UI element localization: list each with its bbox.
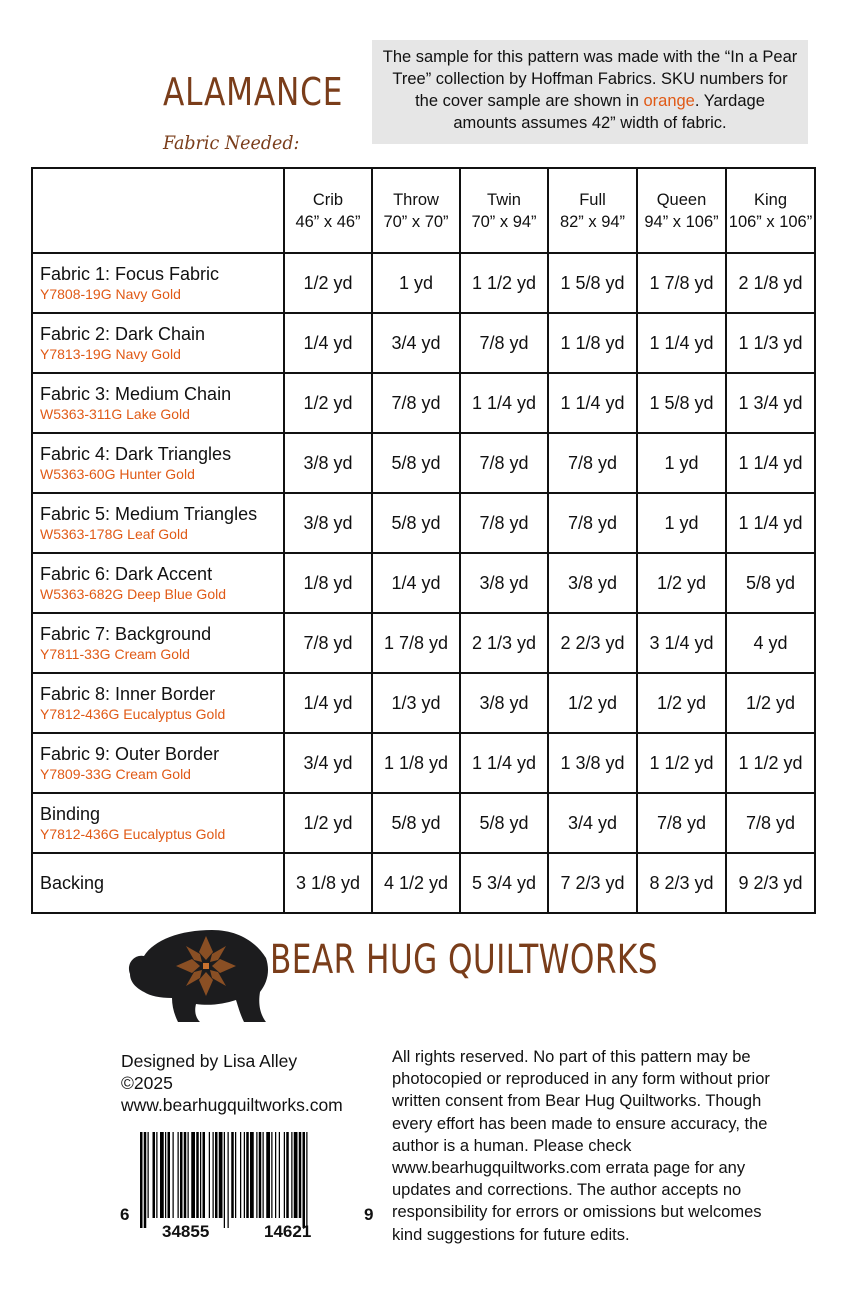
yardage-cell: 1/2 yd: [637, 673, 726, 733]
yardage-cell: 1/3 yd: [372, 673, 460, 733]
fabric-sku: Y7812-436G Eucalyptus Gold: [40, 706, 226, 722]
yardage-cell: 8 2/3 yd: [637, 853, 726, 913]
yardage-cell: 2 1/8 yd: [726, 253, 815, 313]
barcode-bar: [263, 1132, 264, 1218]
sample-notice: [372, 40, 808, 144]
fabric-sku: W5363-178G Leaf Gold: [40, 526, 188, 542]
table-row: [32, 553, 815, 613]
barcode-bar: [191, 1132, 195, 1218]
barcode-bar: [244, 1132, 245, 1218]
yardage-cell: 1 1/4 yd: [460, 373, 548, 433]
fabric-label-cell: [32, 853, 284, 913]
yardage-cell: 1 3/8 yd: [548, 733, 637, 793]
table-row: [32, 433, 815, 493]
barcode-bar: [140, 1132, 143, 1228]
barcode-bar: [165, 1132, 166, 1218]
barcode-bar: [299, 1132, 302, 1218]
barcode-bar: [275, 1132, 276, 1218]
table-row: [32, 793, 815, 853]
yardage-cell: 5/8 yd: [372, 433, 460, 493]
yardage-cell: 2 1/3 yd: [460, 613, 548, 673]
yardage-cell: 9 2/3 yd: [726, 853, 815, 913]
yardage-cell: 1 1/4 yd: [726, 433, 815, 493]
yardage-cell: 1 3/4 yd: [726, 373, 815, 433]
fabric-name: Fabric 5: Medium Triangles: [40, 504, 258, 524]
barcode-check-digit: 9: [364, 1205, 374, 1224]
barcode-bar: [279, 1132, 280, 1218]
fabric-label-cell: [32, 493, 284, 553]
column-header: Throw 70” x 70”: [372, 168, 460, 253]
yardage-cell: 2 2/3 yd: [548, 613, 637, 673]
column-header: Crib 46” x 46”: [284, 168, 372, 253]
fabric-name: Fabric 9: Outer Border: [40, 744, 220, 764]
column-header: Full 82” x 94”: [548, 168, 637, 253]
yardage-cell: 1 1/4 yd: [548, 373, 637, 433]
yardage-cell: 7/8 yd: [548, 433, 637, 493]
yardage-cell: 1 1/3 yd: [726, 313, 815, 373]
barcode-bar: [224, 1132, 225, 1228]
fabric-sku: Y7808-19G Navy Gold: [40, 286, 181, 302]
copyright-year: ©2025: [121, 1073, 173, 1093]
fabric-yardage-table: [31, 167, 816, 914]
barcode-right-group: 14621: [264, 1222, 312, 1241]
table-row: [32, 373, 815, 433]
fabric-sku: W5363-60G Hunter Gold: [40, 466, 195, 482]
fabric-name: Fabric 4: Dark Triangles: [40, 444, 232, 464]
barcode-bar: [228, 1132, 229, 1228]
designer-name: Designed by Lisa Alley: [121, 1051, 298, 1071]
yardage-cell: 1 yd: [637, 433, 726, 493]
fabric-name: Fabric 6: Dark Accent: [40, 564, 213, 584]
yardage-cell: 1 1/2 yd: [460, 253, 548, 313]
fabric-label-cell: [32, 253, 284, 313]
rights-statement: All rights reserved. No part of this pattern may be photocopied or reproduced in any form without prior written consent from Bear Hug Quiltworks. Though every effort has been made to ensure accuracy, the author is a human. Please check www.bearhugquiltworks.com errata page for any updates and corrections. The author accepts no responsibility for errors or omissions but welcomes kind suggestions for future edits.: [392, 1048, 770, 1244]
yardage-cell: 7/8 yd: [284, 613, 372, 673]
barcode-bar: [266, 1132, 270, 1218]
yardage-cell: 5/8 yd: [372, 493, 460, 553]
fabric-label-cell: [32, 613, 284, 673]
table-row: [32, 253, 815, 313]
yardage-cell: 1/2 yd: [637, 553, 726, 613]
yardage-cell: 3/8 yd: [284, 493, 372, 553]
yardage-cell: 1/4 yd: [284, 313, 372, 373]
yardage-cell: 1 1/4 yd: [726, 493, 815, 553]
barcode-first-digit: 6: [120, 1205, 130, 1224]
barcode-bar: [215, 1132, 218, 1218]
yardage-cell: 1 5/8 yd: [637, 373, 726, 433]
fabric-label-cell: [32, 373, 284, 433]
notice-text-1: The sample for this pattern was made with the “In a Pear Tree” collection by Hoffman Fabrics. SKU numbers for the cover sample are shown in: [382, 48, 798, 110]
yardage-cell: 1 5/8 yd: [548, 253, 637, 313]
column-header: Twin 70” x 94”: [460, 168, 548, 253]
yardage-cell: 7/8 yd: [637, 793, 726, 853]
barcode-bar: [178, 1132, 179, 1218]
barcode-bar: [144, 1132, 147, 1228]
barcode-bar: [184, 1132, 187, 1218]
yardage-cell: 5/8 yd: [460, 793, 548, 853]
yardage-cell: 4 yd: [726, 613, 815, 673]
yardage-cell: 7/8 yd: [548, 493, 637, 553]
barcode-bar: [231, 1132, 234, 1218]
barcode-bar: [160, 1132, 164, 1218]
fabric-name: Fabric 8: Inner Border: [40, 684, 216, 704]
yardage-cell: 3 1/4 yd: [637, 613, 726, 673]
barcode-bar: [180, 1132, 183, 1218]
barcode-bar: [294, 1132, 298, 1218]
yardage-cell: 1 7/8 yd: [637, 253, 726, 313]
table-body: [32, 253, 815, 913]
barcode-bar: [153, 1132, 156, 1218]
yardage-cell: 3/8 yd: [548, 553, 637, 613]
fabric-name: Fabric 3: Medium Chain: [40, 384, 232, 404]
yardage-cell: 5 3/4 yd: [460, 853, 548, 913]
yardage-cell: 1 yd: [372, 253, 460, 313]
table-header-row: [32, 168, 815, 253]
yardage-cell: 7/8 yd: [460, 313, 548, 373]
yardage-cell: 1 1/2 yd: [726, 733, 815, 793]
notice-orange-word: orange: [643, 92, 695, 110]
fabric-sku: Y7811-33G Cream Gold: [40, 646, 190, 662]
yardage-cell: 1 1/8 yd: [548, 313, 637, 373]
yardage-cell: 7/8 yd: [460, 433, 548, 493]
barcode-bar: [219, 1132, 223, 1218]
barcode-bar: [209, 1132, 210, 1218]
barcode-bar: [256, 1132, 257, 1218]
yardage-cell: 3/4 yd: [372, 313, 460, 373]
yardage-cell: 5/8 yd: [726, 553, 815, 613]
yardage-cell: 1/4 yd: [372, 553, 460, 613]
fabric-sku: Y7812-436G Eucalyptus Gold: [40, 826, 226, 842]
barcode-bar: [156, 1132, 157, 1218]
table-row: [32, 733, 815, 793]
yardage-cell: 7/8 yd: [726, 793, 815, 853]
fabric-label-cell: [32, 313, 284, 373]
table-row: [32, 853, 815, 913]
barcode-bar: [240, 1132, 241, 1218]
yardage-cell: 3/8 yd: [284, 433, 372, 493]
upc-barcode: [120, 1132, 380, 1244]
header-empty-cell: [32, 168, 284, 253]
table-row: [32, 493, 815, 553]
fabric-name: Fabric 7: Background: [40, 624, 212, 644]
yardage-cell: 1/2 yd: [726, 673, 815, 733]
yardage-cell: 1/2 yd: [284, 373, 372, 433]
barcode-bar: [188, 1132, 189, 1218]
yardage-cell: 7/8 yd: [372, 373, 460, 433]
fabric-needed-label: Fabric Needed:: [163, 132, 300, 154]
barcode-bar: [291, 1132, 292, 1218]
table-row: [32, 313, 815, 373]
yardage-cell: 1/8 yd: [284, 553, 372, 613]
yardage-cell: 1/2 yd: [284, 253, 372, 313]
fabric-name: Binding: [40, 804, 101, 824]
yardage-cell: 3/8 yd: [460, 673, 548, 733]
website-url: www.bearhugquiltworks.com: [121, 1095, 343, 1115]
fabric-sku: Y7809-33G Cream Gold: [40, 766, 191, 782]
barcode-bar: [306, 1132, 307, 1228]
barcode-bar: [259, 1132, 262, 1218]
yardage-cell: 5/8 yd: [372, 793, 460, 853]
brand-wordmark: BEAR HUG QUILTWORKS: [270, 937, 658, 983]
designer-credits: [121, 1050, 343, 1116]
column-header: King 106” x 106”: [726, 168, 815, 253]
barcode-bar: [168, 1132, 171, 1218]
yardage-cell: 1 1/8 yd: [372, 733, 460, 793]
barcode-bar: [284, 1132, 285, 1218]
barcode-bar: [203, 1132, 206, 1218]
barcode-bar: [286, 1132, 289, 1218]
fabric-sku: W5363-682G Deep Blue Gold: [40, 586, 226, 602]
yardage-cell: 3 1/8 yd: [284, 853, 372, 913]
yardage-cell: 1/4 yd: [284, 673, 372, 733]
barcode-bars: [120, 1132, 380, 1228]
barcode-bar: [173, 1132, 174, 1218]
fabric-label-cell: [32, 733, 284, 793]
barcode-bar: [303, 1132, 306, 1228]
table-row: [32, 673, 815, 733]
yardage-cell: 3/4 yd: [284, 733, 372, 793]
fabric-name: Fabric 1: Focus Fabric: [40, 264, 220, 284]
yardage-cell: 1 7/8 yd: [372, 613, 460, 673]
pattern-title: ALAMANCE: [163, 70, 344, 114]
column-header: Queen 94” x 106”: [637, 168, 726, 253]
yardage-cell: 1 1/4 yd: [637, 313, 726, 373]
barcode-bar: [250, 1132, 254, 1218]
yardage-cell: 1 1/4 yd: [460, 733, 548, 793]
barcode-bar: [196, 1132, 199, 1218]
yardage-cell: 1/2 yd: [284, 793, 372, 853]
fabric-label-cell: [32, 793, 284, 853]
barcode-bar: [213, 1132, 214, 1218]
fabric-label-cell: [32, 673, 284, 733]
barcode-bar: [235, 1132, 236, 1218]
table-row: [32, 613, 815, 673]
barcode-left-group: 34855: [162, 1222, 210, 1241]
yardage-cell: 7 2/3 yd: [548, 853, 637, 913]
notice-text-2: . Yardage amounts assumes 42” width of fabric.: [453, 92, 765, 132]
yardage-cell: 1 yd: [637, 493, 726, 553]
fabric-sku: Y7813-19G Navy Gold: [40, 346, 181, 362]
fabric-name: Fabric 2: Dark Chain: [40, 324, 206, 344]
barcode-bar: [271, 1132, 272, 1218]
yardage-cell: 3/8 yd: [460, 553, 548, 613]
fabric-sku: W5363-311G Lake Gold: [40, 406, 190, 422]
yardage-cell: 1/2 yd: [548, 673, 637, 733]
barcode-bar: [148, 1132, 149, 1218]
yardage-cell: 7/8 yd: [460, 493, 548, 553]
barcode-bar: [200, 1132, 201, 1218]
barcode-bar: [246, 1132, 249, 1218]
yardage-cell: 3/4 yd: [548, 793, 637, 853]
yardage-cell: 1 1/2 yd: [637, 733, 726, 793]
fabric-label-cell: [32, 553, 284, 613]
fabric-name: Backing: [40, 873, 105, 893]
yardage-cell: 4 1/2 yd: [372, 853, 460, 913]
fabric-label-cell: [32, 433, 284, 493]
